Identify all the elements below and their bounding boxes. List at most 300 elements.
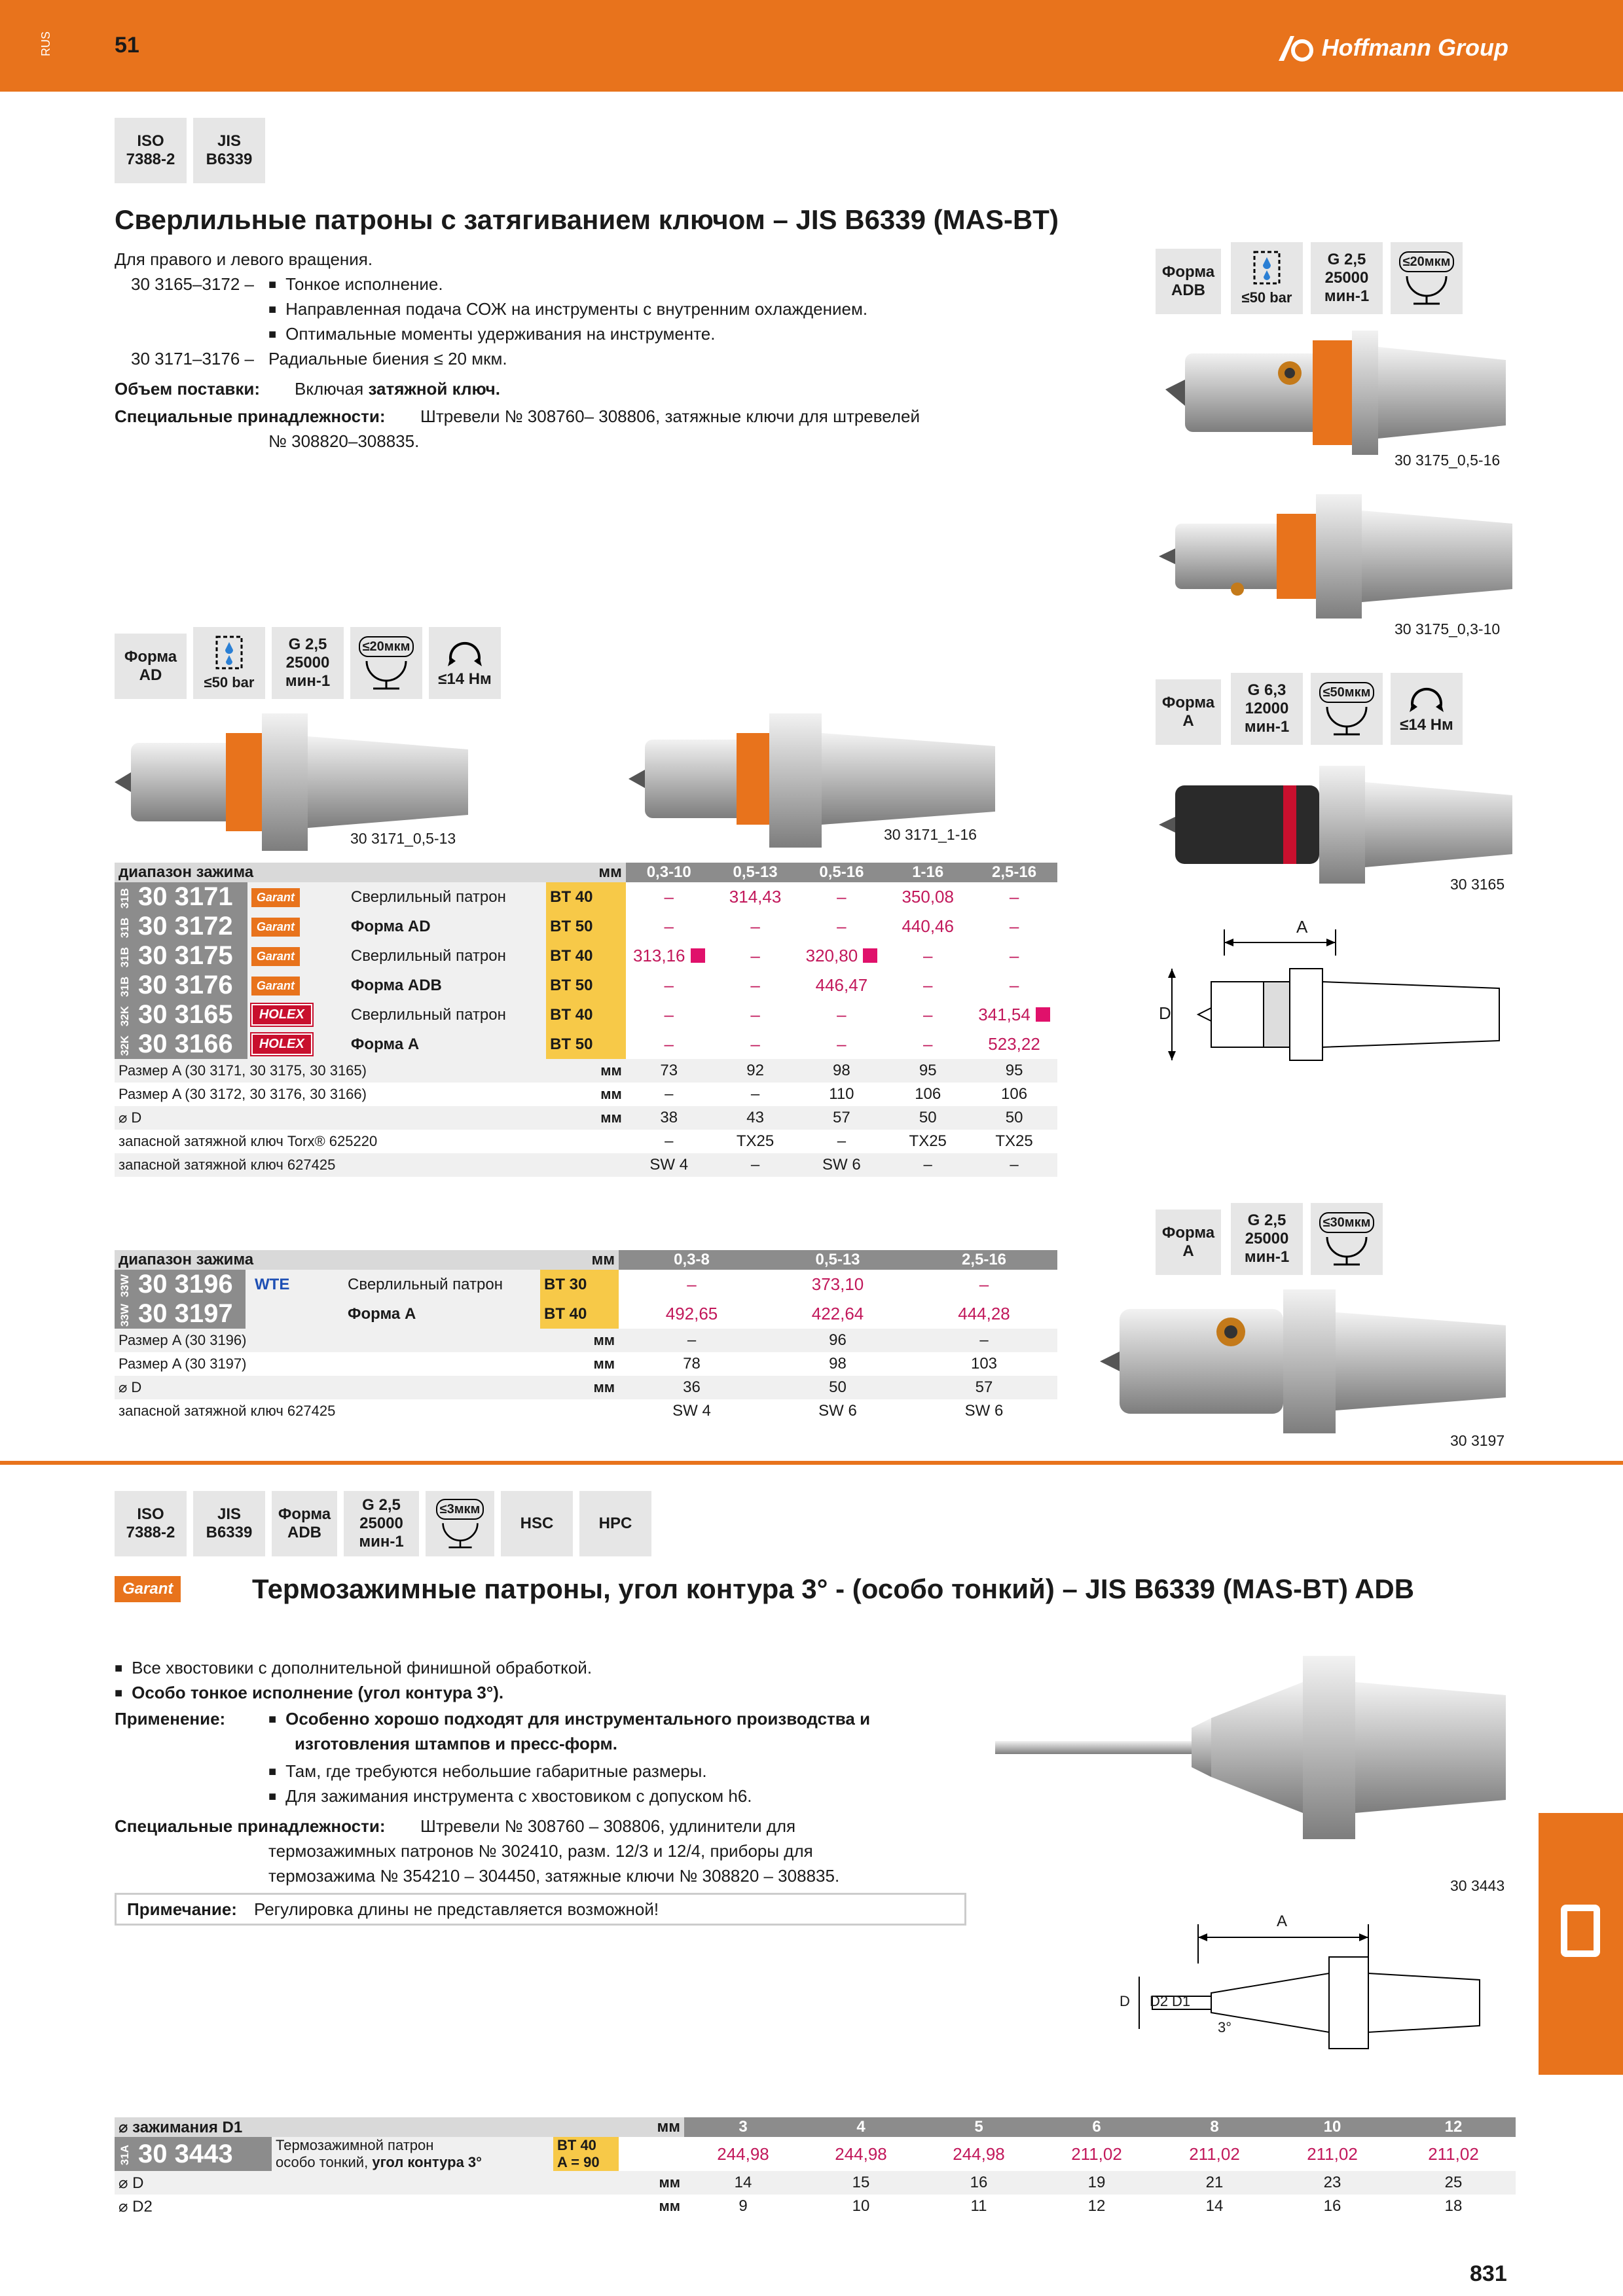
delivery-text: Включая затяжной ключ. (295, 379, 500, 399)
cell: 106 (1001, 1085, 1028, 1103)
shrink-chuck-image (995, 1643, 1506, 1852)
price: – (1009, 916, 1019, 936)
table-row (115, 912, 1057, 941)
cell: SW 6 (818, 1402, 857, 1420)
unit-label: мм (540, 1250, 619, 1270)
cell: 98 (798, 1059, 884, 1083)
product-description: Сверлильный патрон (347, 882, 546, 912)
dim-label-d: D (1120, 1993, 1130, 2009)
col-header: 3 (684, 2117, 802, 2137)
table-row (115, 1106, 1057, 1130)
price: – (664, 1034, 674, 1054)
image-caption: 30 3175_0,3-10 (1395, 620, 1501, 637)
image-caption: 30 3197 (1450, 1432, 1505, 1449)
table-row (115, 1352, 1057, 1376)
price: 373,10 (811, 1274, 864, 1294)
brand-logo: Garant (251, 947, 300, 966)
col-header: 1-16 (884, 863, 971, 882)
header-label: диапазон зажима (115, 1250, 540, 1270)
desc-bullet: ■ Все хвостовики с дополнительной финишной обработкой. (115, 1656, 592, 1680)
product-description: Форма A (347, 1030, 546, 1059)
section-title: Сверлильные патроны с затягиванием ключом – JIS B6339 (MAS-BT) (115, 204, 1059, 235)
cell: 96 (765, 1329, 911, 1352)
header-label: диапазон зажима (115, 863, 546, 882)
forma-badge: Форма A (1156, 679, 1221, 745)
price: 320,80 (798, 941, 884, 971)
label-delivery: Объем поставки: (115, 379, 261, 399)
col-header: 2,5-16 (911, 1250, 1057, 1270)
cell: 16 (1323, 2197, 1341, 2215)
cell: TX25 (909, 1132, 947, 1150)
product-description: Сверлильный патрон (344, 1270, 540, 1299)
price: – (750, 916, 760, 936)
price: – (922, 975, 933, 995)
runout-icon (1321, 1233, 1373, 1266)
brand-logo: HOLEX (251, 1033, 312, 1055)
bt-size: BT 40 (540, 1299, 619, 1329)
article-number: 31B 30 3175 (115, 941, 247, 971)
cell: SW 4 (672, 1402, 711, 1420)
table-row (115, 1000, 1057, 1030)
desc-line: Радиальные биения ≤ 20 мкм. (268, 349, 507, 368)
section-divider (0, 1461, 1623, 1465)
price: – (837, 1034, 847, 1054)
cell: SW 6 (964, 1402, 1004, 1420)
cell: 19 (1038, 2171, 1156, 2195)
cell: 106 (915, 1085, 941, 1103)
balance-badge: G 2,5 25000 мин-1 (272, 627, 344, 699)
cell: 16 (920, 2171, 1038, 2195)
cell: SW 4 (626, 1153, 712, 1177)
runout-badge: ≤30мкм (1311, 1203, 1383, 1275)
cell: 78 (683, 1355, 701, 1372)
unit-label (540, 1399, 619, 1423)
col-header: 12 (1391, 2117, 1516, 2137)
coolant-badge: ≤50 bar (1231, 242, 1303, 314)
drill-chuck-image (1100, 1283, 1506, 1440)
runout-icon (1321, 703, 1373, 736)
brand-logo: Garant (251, 977, 300, 996)
unit-label: мм (546, 863, 626, 882)
dimension-drawing (1159, 916, 1512, 1086)
cell: 73 (626, 1059, 712, 1083)
desc-line: Для правого и левого вращения. (115, 249, 373, 269)
desc-line: изготовления штампов и пресс-форм. (295, 1734, 617, 1753)
price: – (750, 1034, 760, 1054)
table-header-row (115, 1250, 1057, 1270)
drill-chuck-image (1165, 327, 1506, 458)
row-label: Размер A (30 3171, 30 3175, 30 3165) (115, 1059, 546, 1083)
price: 313,16 (626, 941, 712, 971)
desc-bullet: ■ Тонкое исполнение. (268, 272, 443, 296)
dim-label-a: A (1296, 917, 1308, 937)
product-description: Сверлильный патрон (347, 941, 546, 971)
price: 341,54 (971, 1000, 1057, 1030)
brand-cell (247, 971, 347, 1000)
price: 211,02 (1071, 2144, 1122, 2164)
price: – (837, 916, 847, 936)
accessories-text: № 308820–308835. (268, 431, 420, 451)
image-caption: 30 3165 (1450, 876, 1505, 893)
article-number: 33W 30 3197 (115, 1299, 246, 1329)
col-header: 8 (1156, 2117, 1273, 2137)
desc-bullet: ■ Для зажимания инструмента с хвостовиком с допуском h6. (268, 1784, 752, 1808)
runout-icon (1400, 272, 1453, 305)
cell: – (884, 1153, 971, 1177)
cell: 11 (970, 2197, 987, 2215)
price: – (664, 1005, 674, 1024)
product-description: Форма A (344, 1299, 540, 1329)
cell: – (971, 1153, 1057, 1177)
cell: 43 (712, 1106, 799, 1130)
cell: 25 (1391, 2171, 1516, 2195)
image-caption: 30 3171_0,5-13 (350, 830, 456, 847)
cell: 38 (626, 1106, 712, 1130)
price: 422,64 (811, 1304, 864, 1323)
article-number: 31B 30 3171 (115, 882, 247, 912)
col-header: 0,5-13 (712, 863, 799, 882)
accessories-text: термозажима № 354210 – 304450, затяжные ключи № 308820 – 308835. (268, 1866, 840, 1886)
price: – (837, 887, 847, 906)
cell: 95 (884, 1059, 971, 1083)
cell: 98 (829, 1355, 847, 1372)
cell: 18 (1444, 2197, 1463, 2215)
unit-label (546, 1153, 626, 1177)
price: 446,47 (815, 975, 868, 995)
price: 244,98 (953, 2144, 1005, 2164)
cell: 103 (970, 1355, 998, 1372)
cell: 23 (1273, 2171, 1391, 2195)
brand-cell (247, 1000, 347, 1030)
badge-iso: ISO 7388-2 (115, 1491, 187, 1556)
cell: 92 (712, 1059, 799, 1083)
table-row (115, 1130, 1057, 1153)
table-row (115, 1059, 1057, 1083)
product-table-1 (115, 863, 1057, 1177)
note-box (115, 1893, 966, 1926)
table-row (115, 1299, 1057, 1329)
product-description: Термозажимной патрон особо тонкий, угол контура 3° (272, 2137, 553, 2171)
runout-badge: ≤3мкм (426, 1491, 494, 1556)
unit-label: мм (600, 1086, 622, 1102)
torque-badge: ≤14 Нм (1391, 673, 1463, 745)
note-text: Регулировка длины не представляется возможной! (254, 1899, 659, 1919)
cell: – (712, 1153, 799, 1177)
bt-size: BT 50 (546, 912, 626, 941)
logo-mark-icon (1277, 33, 1314, 62)
dim-label-d1: D1 (1172, 1993, 1191, 2009)
cell: – (750, 1085, 760, 1103)
chapter-tab (1539, 1813, 1623, 2075)
price: 523,22 (988, 1034, 1040, 1054)
availability-marker (1036, 1007, 1050, 1022)
desc-bullet: ■ Особо тонкое исполнение (угол контура 3°). (115, 1681, 503, 1705)
cell: – (619, 1329, 765, 1352)
brand-cell (247, 912, 347, 941)
unit-label: мм (619, 2117, 684, 2137)
table-row (115, 1083, 1057, 1106)
cell: 50 (765, 1376, 911, 1399)
balance-badge: G 2,5 25000 мин-1 (344, 1491, 419, 1556)
price: – (922, 1034, 933, 1054)
label-application: Применение: (115, 1709, 226, 1729)
drill-chuck-image (1159, 484, 1512, 628)
header-label: ⌀ зажимания D1 (115, 2117, 619, 2137)
brand-cell (246, 1299, 344, 1329)
page-header (0, 0, 1623, 92)
product-table-2 (115, 1250, 1057, 1423)
product-description: Сверлильный патрон (347, 1000, 546, 1030)
cell: – (665, 1132, 674, 1150)
torque-icon (1407, 683, 1446, 716)
price: – (750, 1005, 760, 1024)
article-number: 31A 30 3443 (115, 2137, 272, 2171)
unit-label: мм (546, 1059, 626, 1083)
section-number: 51 (115, 33, 139, 58)
unit-label: мм (540, 1376, 619, 1399)
row-label: Размер A (30 3197) (119, 1355, 247, 1372)
bt-size: BT 50 (546, 971, 626, 1000)
product-description: Форма ADB (347, 971, 546, 1000)
price: – (922, 1005, 933, 1024)
desc-bullet: ■ Оптимальные моменты удерживания на инструменте. (268, 322, 715, 346)
cell: 14 (1205, 2197, 1224, 2215)
brand-cell (247, 941, 347, 971)
badge-iso: ISO 7388-2 (115, 118, 187, 183)
table-row (115, 882, 1057, 912)
language-code: RUS (39, 31, 52, 57)
cell: 36 (619, 1376, 765, 1399)
forma-badge: Форма AD (115, 634, 187, 699)
torque-icon (445, 637, 484, 670)
cell: 10 (852, 2197, 870, 2215)
price: 211,02 (1428, 2144, 1479, 2164)
brand-name: Hoffmann Group (1321, 34, 1508, 61)
price: 244,98 (835, 2144, 887, 2164)
badge-hpc: HPC (579, 1491, 651, 1556)
price: 211,02 (1189, 2144, 1240, 2164)
table-row (115, 971, 1057, 1000)
cell: 12 (1087, 2197, 1106, 2215)
price: 440,46 (902, 916, 954, 936)
accessories-text: Штревели № 308760– 308806, затяжные ключи для штревелей (420, 406, 921, 426)
balance-badge: G 6,3 12000 мин-1 (1231, 673, 1303, 745)
article-number: 31B 30 3176 (115, 971, 247, 1000)
unit-label (546, 1130, 626, 1153)
cell: 95 (971, 1059, 1057, 1083)
dim-label-d: D (1159, 1003, 1171, 1023)
bt-size: BT 50 (546, 1030, 626, 1059)
note-label: Примечание: (127, 1899, 237, 1919)
cell: 14 (684, 2171, 802, 2195)
desc-range: 30 3165–3172 – (131, 274, 254, 294)
product-description: Форма AD (347, 912, 546, 941)
label-accessories: Специальные принадлежности: (115, 1816, 386, 1836)
col-header: 0,3-8 (619, 1250, 765, 1270)
brand-cell (247, 882, 347, 912)
brand-logo-garant: Garant (115, 1576, 181, 1602)
image-caption: 30 3175_0,5-16 (1395, 452, 1501, 469)
bt-size: BT 40 (546, 882, 626, 912)
cell: 15 (802, 2171, 920, 2195)
price: 350,08 (902, 887, 954, 906)
accessories-text: термозажимных патронов № 302410, разм. 12/3 и 12/4, приборы для (268, 1841, 813, 1861)
desc-bullet: ■ Особенно хорошо подходят для инструментального производства и (268, 1707, 870, 1731)
article-number: 33W 30 3196 (115, 1270, 246, 1299)
row-label: Размер A (30 3196) (115, 1329, 540, 1352)
availability-marker (863, 948, 877, 963)
cell: – (837, 1132, 847, 1150)
bt-size: BT 40 (546, 941, 626, 971)
row-label: запасной затяжной ключ 627425 (115, 1153, 546, 1177)
label-accessories: Специальные принадлежности: (115, 406, 386, 426)
article-number: 32K 30 3166 (115, 1030, 247, 1059)
torque-badge: ≤14 Нм (429, 627, 501, 699)
table-row (115, 1329, 1057, 1352)
runout-badge: ≤50мкм (1311, 673, 1383, 745)
cell: – (665, 1085, 674, 1103)
table-row (115, 1376, 1057, 1399)
desc-bullet: ■ Там, где требуются небольшие габаритные размеры. (268, 1759, 707, 1784)
price: – (664, 975, 674, 995)
price: – (687, 1274, 697, 1294)
accessories-text: Штревели № 308760 – 308806, удлинители для (420, 1816, 796, 1836)
badge-forma: Форма ADB (272, 1491, 337, 1556)
image-caption: 30 3443 (1450, 1877, 1505, 1894)
product-table-3 (115, 2117, 1516, 2218)
row-label: запасной затяжной ключ 627425 (119, 1403, 336, 1419)
price: 444,28 (958, 1304, 1010, 1323)
unit-label: мм (540, 1329, 619, 1352)
drill-chuck-image (1159, 759, 1512, 890)
table-row (115, 1153, 1057, 1177)
forma-badge: Форма A (1156, 1210, 1221, 1275)
table-row (115, 941, 1057, 971)
cell: – (911, 1329, 1057, 1352)
bt-size: BT 40 A = 90 (553, 2137, 619, 2171)
col-header: 0,5-13 (765, 1250, 911, 1270)
cell: 50 (884, 1106, 971, 1130)
row-label: ⌀ D (115, 1376, 540, 1399)
price: – (750, 975, 760, 995)
cell: TX25 (736, 1132, 775, 1150)
col-header: 0,3-10 (626, 863, 712, 882)
coolant-icon (213, 634, 246, 673)
cell: 9 (739, 2197, 748, 2215)
badge-hsc: HSC (501, 1491, 573, 1556)
col-header: 2,5-16 (971, 863, 1057, 882)
table-row (115, 2171, 1516, 2195)
runout-icon (360, 657, 412, 690)
forma-badge: Форма ADB (1156, 249, 1221, 314)
brand-logo: Garant (251, 918, 300, 937)
cell: TX25 (995, 1132, 1033, 1150)
price: 211,02 (1307, 2144, 1358, 2164)
table-header-row (115, 2117, 1516, 2137)
col-header: 4 (802, 2117, 920, 2137)
unit-label: мм (659, 2198, 680, 2214)
article-number: 31B 30 3172 (115, 912, 247, 941)
row-label: ⌀ D (115, 2171, 619, 2195)
unit-label: мм (546, 1106, 626, 1130)
balance-badge: G 2,5 25000 мин-1 (1231, 1203, 1303, 1275)
chuck-icon (1554, 1898, 1607, 1964)
col-header: 6 (1038, 2117, 1156, 2137)
coolant-icon (1250, 249, 1283, 289)
cell: SW 6 (798, 1153, 884, 1177)
brand-cell (247, 1030, 347, 1059)
image-caption: 30 3171_1-16 (884, 826, 977, 843)
table-row (115, 2195, 1516, 2218)
table-row (115, 1030, 1057, 1059)
row-label: ⌀ D2 (119, 2197, 153, 2215)
price: 314,43 (729, 887, 782, 906)
page-number: 831 (1470, 2261, 1507, 2286)
cell: 57 (911, 1376, 1057, 1399)
article-number: 32K 30 3165 (115, 1000, 247, 1030)
table-row (115, 2137, 1516, 2171)
col-header: 5 (920, 2117, 1038, 2137)
cell: 50 (971, 1106, 1057, 1130)
bt-size: BT 40 (546, 1000, 626, 1030)
unit-label: мм (593, 1355, 615, 1372)
col-header: 10 (1273, 2117, 1391, 2137)
brand-cell (246, 1270, 344, 1299)
brand-logo (1277, 31, 1508, 64)
table-row (115, 1270, 1057, 1299)
col-header: 0,5-16 (798, 863, 884, 882)
table-header-row (115, 863, 1057, 882)
unit-label: мм (619, 2171, 684, 2195)
price: – (750, 946, 760, 965)
price: – (664, 887, 674, 906)
price: 244,98 (717, 2144, 769, 2164)
runout-badge: ≤20мкм (350, 627, 422, 699)
dimension-drawing (1113, 1911, 1506, 2055)
balance-badge: G 2,5 25000 мин-1 (1311, 242, 1383, 314)
bt-size: BT 30 (540, 1270, 619, 1299)
desc-range: 30 3171–3176 – (131, 349, 254, 368)
badge-jis: JIS B6339 (193, 1491, 265, 1556)
price: 492,65 (665, 1304, 718, 1323)
price: – (979, 1274, 989, 1294)
brand-logo: Garant (251, 888, 300, 907)
availability-marker (691, 948, 705, 963)
row-label: ⌀ D (115, 1106, 546, 1130)
coolant-badge: ≤50 bar (193, 627, 265, 699)
price: – (922, 946, 933, 965)
price: – (1009, 946, 1019, 965)
cell: 21 (1156, 2171, 1273, 2195)
dim-label-a: A (1277, 1912, 1288, 1930)
price: – (1009, 975, 1019, 995)
brand-logo: HOLEX (251, 1004, 312, 1026)
dim-label-angle: 3° (1218, 2019, 1232, 2036)
cell: 110 (829, 1085, 854, 1103)
section-title: Термозажимные патроны, угол контура 3° - (особо тонкий) – JIS B6339 (MAS-BT) ADB (252, 1573, 1415, 1604)
runout-icon (435, 1520, 485, 1549)
table-row (115, 1399, 1057, 1423)
brand-logo: WTE (255, 1275, 290, 1293)
row-label: Размер A (30 3172, 30 3176, 30 3166) (119, 1086, 367, 1102)
price: – (664, 916, 674, 936)
desc-bullet: ■ Направленная подача СОЖ на инструменты с внутренним охлаждением. (268, 297, 867, 321)
price: – (1009, 887, 1019, 906)
badge-jis: JIS B6339 (193, 118, 265, 183)
price: – (837, 1005, 847, 1024)
dim-label-d2: D2 (1150, 1993, 1169, 2009)
cell: 57 (798, 1106, 884, 1130)
